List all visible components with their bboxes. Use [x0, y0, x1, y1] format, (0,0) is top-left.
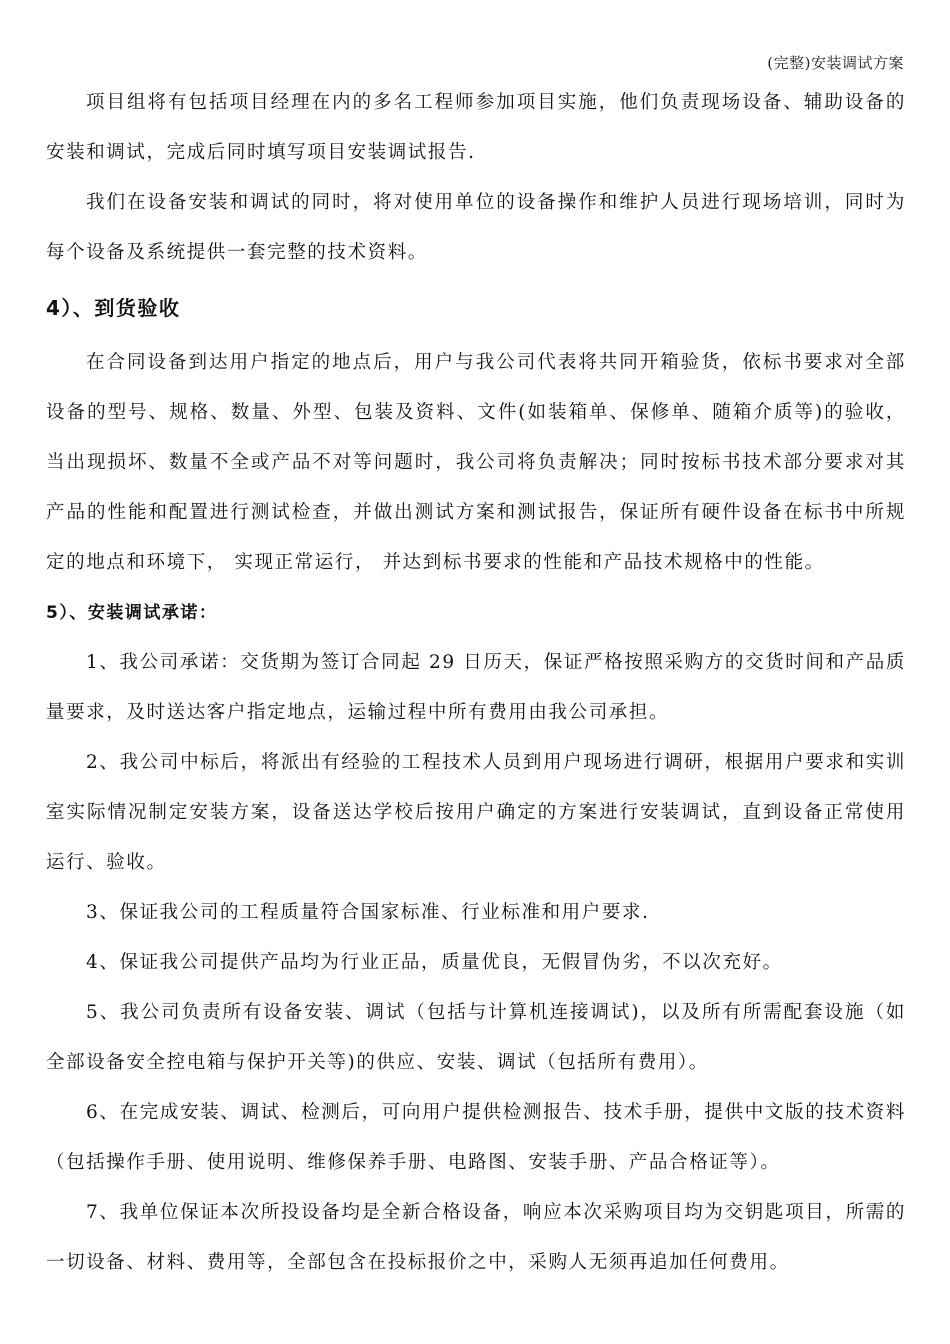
commitment-item-6: 6、在完成安装、调试、检测后，可向用户提供检测报告、技术手册，提供中文版的技术资料（包括操作手册、使用说明、维修保养手册、电路图、安装手册、产品合格证等）。: [46, 1102, 906, 1173]
running-header: (完整)安装调试方案: [767, 54, 904, 72]
document-body: [46, 78, 906, 1288]
commitment-item-4: 4、保证我公司提供产品均为行业正品，质量优良，无假冒伪劣，不以次充好。: [86, 952, 783, 973]
section-heading-delivery-acceptance: 4）、到货验收: [46, 296, 181, 320]
section-heading-installation-commitment: 5）、安装调试承诺：: [46, 603, 218, 623]
paragraph-project-team: 项目组将有包括项目经理在内的多名工程师参加项目实施，他们负责现场设备、辅助设备的安装和调试，完成后同时填写项目安装调试报告.: [46, 92, 906, 163]
paragraph-delivery-acceptance: 在合同设备到达用户指定的地点后，用户与我公司代表将共同开箱验货，依标书要求对全部设备的型号、规格、数量、外型、包装及资料、文件(如装箱单、保修单、随箱介质等)的验收，当出现损坏、数量不全或产品不对等问题时，我公司将负责解决；同时按标书技术部分要求对其产品的性能和配置进行测试检查，并做出测试方案和测试报告，保证所有硬件设备在标书中所规定的地点和环境下， 实现正常运行， 并达到标书要求的性能和产品技术规格中的性能。: [46, 352, 906, 573]
paragraph-training: 我们在设备安装和调试的同时，将对使用单位的设备操作和维护人员进行现场培训，同时为每个设备及系统提供一套完整的技术资料。: [46, 192, 906, 263]
commitment-item-3: 3、保证我公司的工程质量符合国家标准、行业标准和用户要求.: [86, 902, 650, 923]
commitment-item-1: 1、我公司承诺：交货期为签订合同起 29 日历天，保证严格按照采购方的交货时间和产品质量要求，及时送达客户指定地点，运输过程中所有费用由我公司承担。: [46, 652, 906, 723]
commitment-item-7: 7、我单位保证本次所投设备均是全新合格设备，响应本次采购项目均为交钥匙项目，所需的一切设备、材料、费用等，全部包含在投标报价之中，采购人无须再追加任何费用。: [46, 1202, 906, 1273]
commitment-item-2: 2、我公司中标后，将派出有经验的工程技术人员到用户现场进行调研，根据用户要求和实训室实际情况制定安装方案，设备送达学校后按用户确定的方案进行安装调试，直到设备正常使用运行、验收。: [46, 752, 906, 873]
commitment-item-5: 5、我公司负责所有设备安装、调试（包括与计算机连接调试)，以及所有所需配套设施（如全部设备安全控电箱与保护开关等)的供应、安装、调试（包括所有费用）。: [46, 1002, 906, 1073]
